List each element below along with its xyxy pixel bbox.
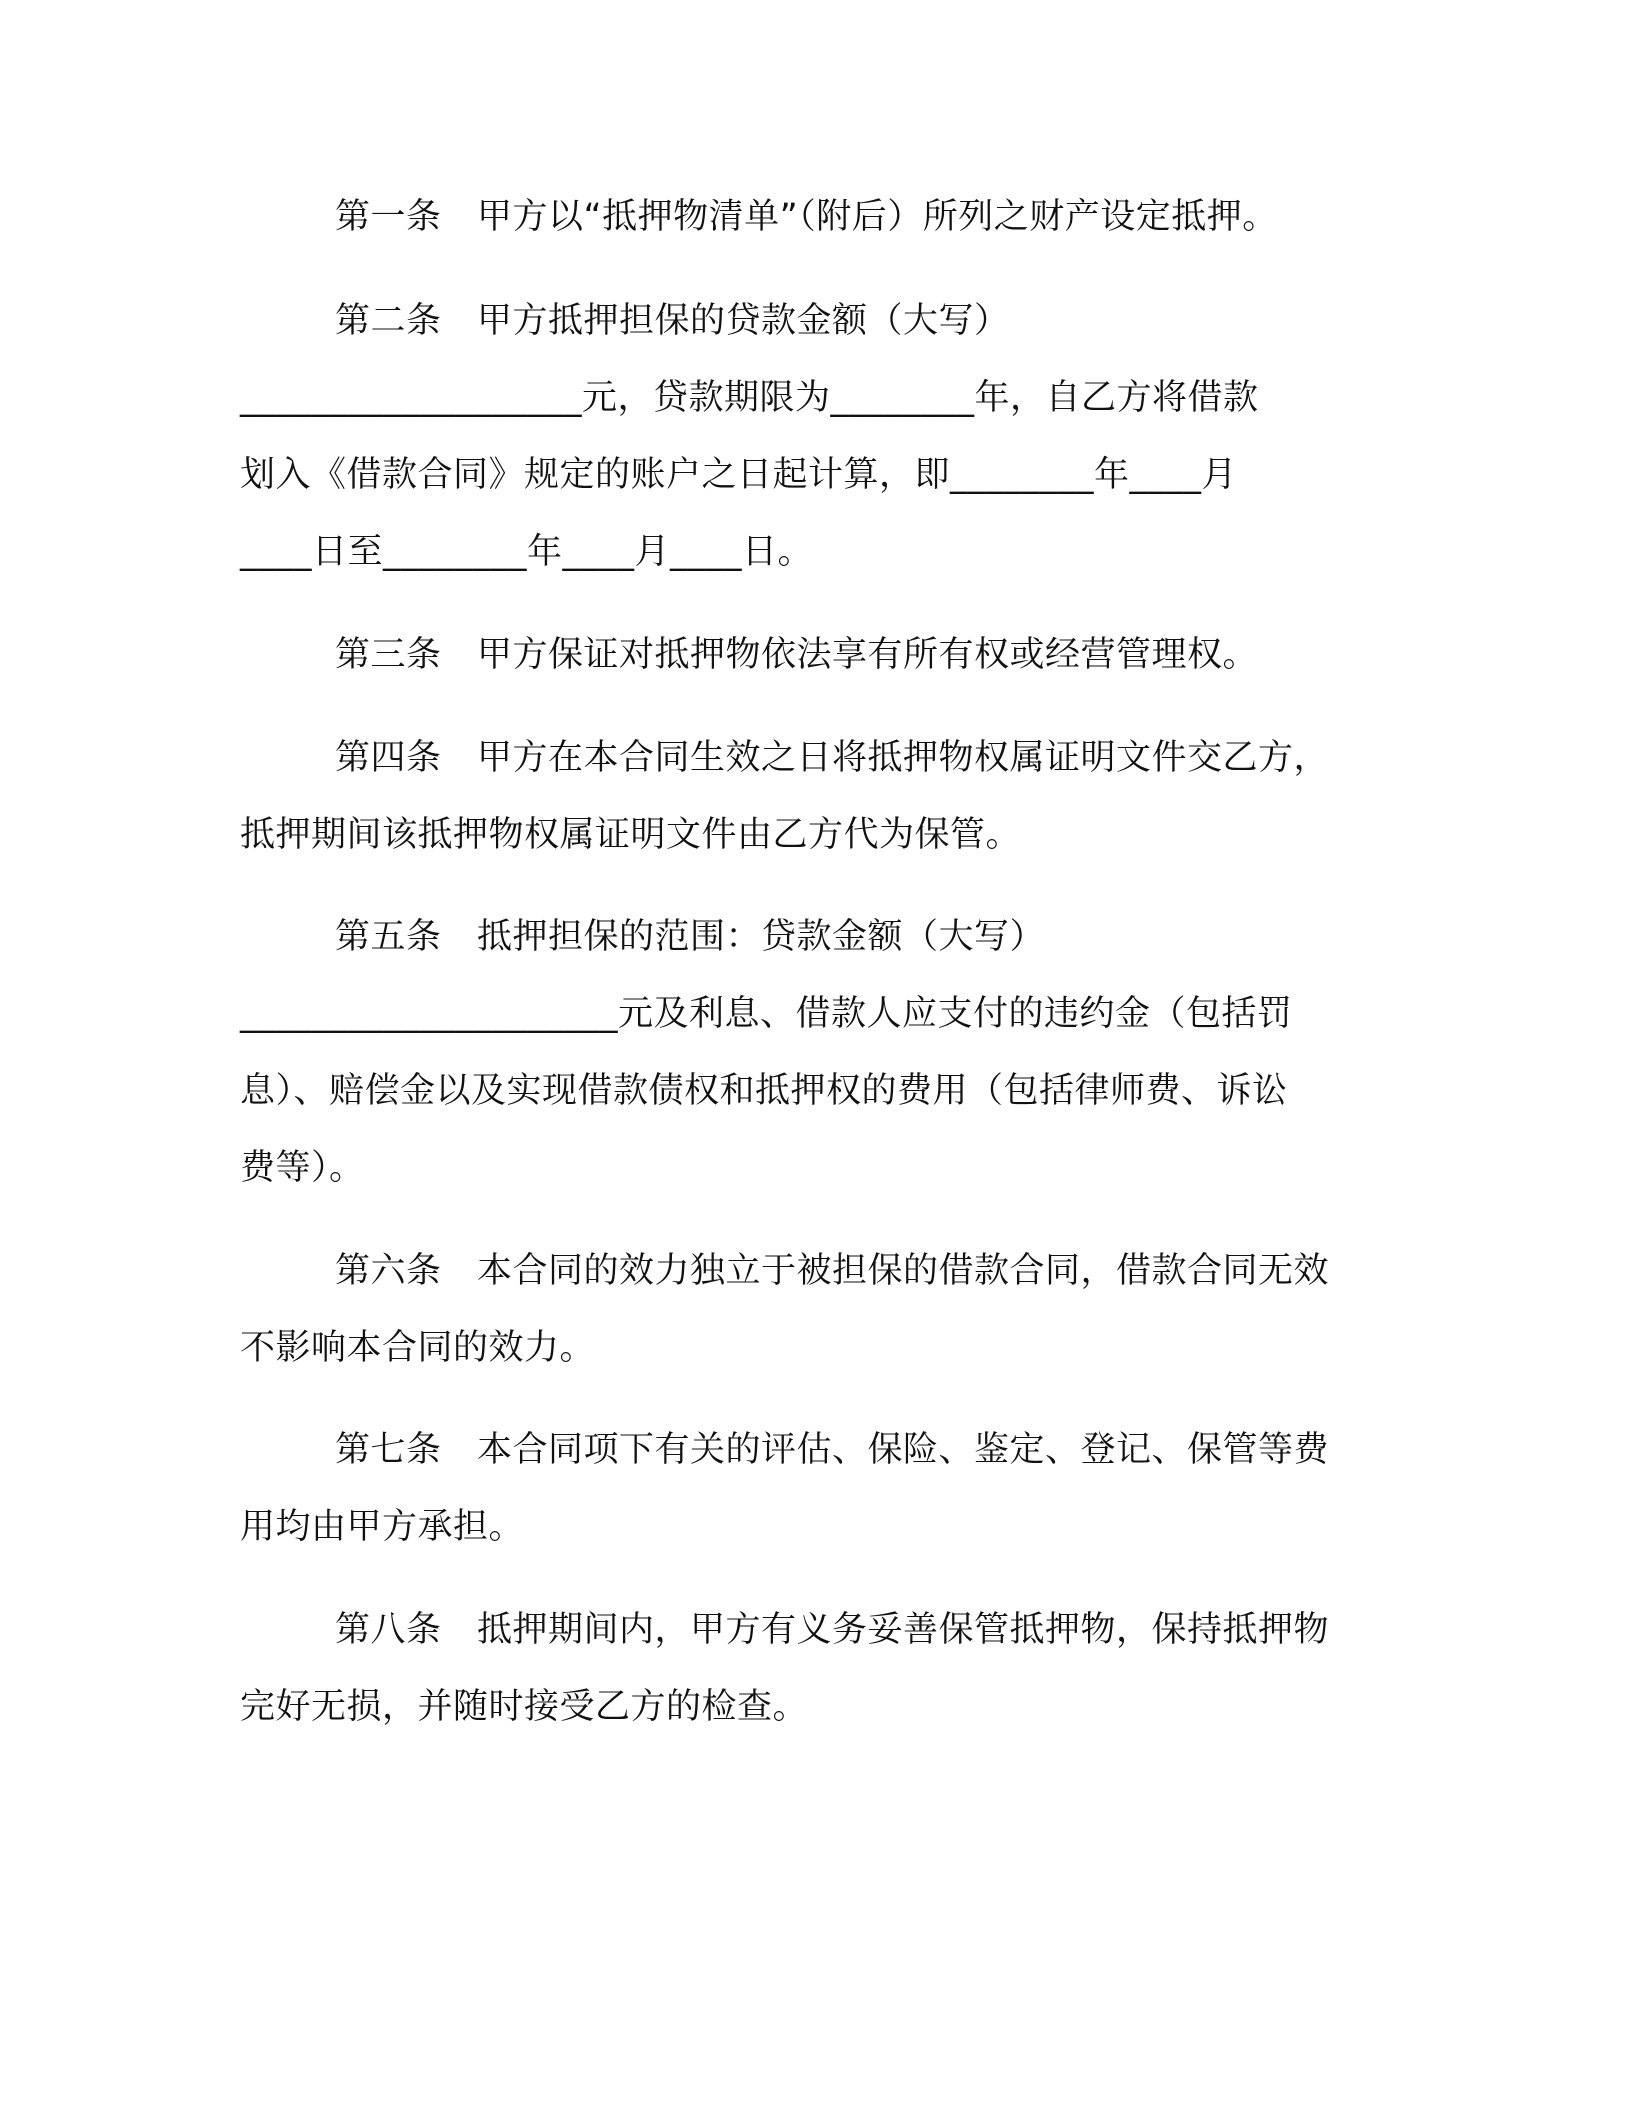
article-2-line-1: 第二条 甲方抵押担保的贷款金额（大写） (335, 301, 1010, 341)
article-6-line-2: 不影响本合同的效力。 (240, 1328, 596, 1368)
article-8-line-1: 第八条 抵押期间内，甲方有义务妥善保管抵押物，保持抵押物 (335, 1610, 1330, 1650)
article-2-line-2: ___________________元，贷款期限为________年，自乙方将借款 (240, 378, 1259, 418)
article-6-line-1: 第六条 本合同的效力独立于被担保的借款合同，借款合同无效 (335, 1251, 1330, 1291)
article-7-line-1: 第七条 本合同项下有关的评估、保险、鉴定、登记、保管等费 (335, 1430, 1330, 1470)
article-4-line-2: 抵押期间该抵押物权属证明文件由乙方代为保管。 (240, 815, 1022, 855)
article-1-line-1: 第一条 甲方以“抵押物清单”（附后）所列之财产设定抵押。 (335, 197, 1278, 237)
article-2-line-3: 划入《借款合同》规定的账户之日起计算，即________年____月 (240, 455, 1238, 495)
article-4-line-1: 第四条 甲方在本合同生效之日将抵押物权属证明文件交乙方， (335, 738, 1330, 778)
article-8-line-2: 完好无损，并随时接受乙方的检查。 (240, 1687, 809, 1727)
article-2-line-4: ____日至________年____月____日。 (240, 532, 814, 572)
article-5-line-4: 费等）。 (240, 1148, 365, 1188)
article-3-line-1: 第三条 甲方保证对抵押物依法享有所有权或经营管理权。 (335, 635, 1259, 675)
article-5-line-3: 息）、赔偿金以及实现借款债权和抵押权的费用（包括律师费、诉讼 (240, 1071, 1288, 1111)
article-5-line-2: _____________________元及利息、借款人应支付的违约金（包括罚 (240, 994, 1293, 1034)
article-7-line-2: 用均由甲方承担。 (240, 1507, 525, 1547)
article-5-line-1: 第五条 抵押担保的范围：贷款金额（大写） (335, 917, 1046, 957)
